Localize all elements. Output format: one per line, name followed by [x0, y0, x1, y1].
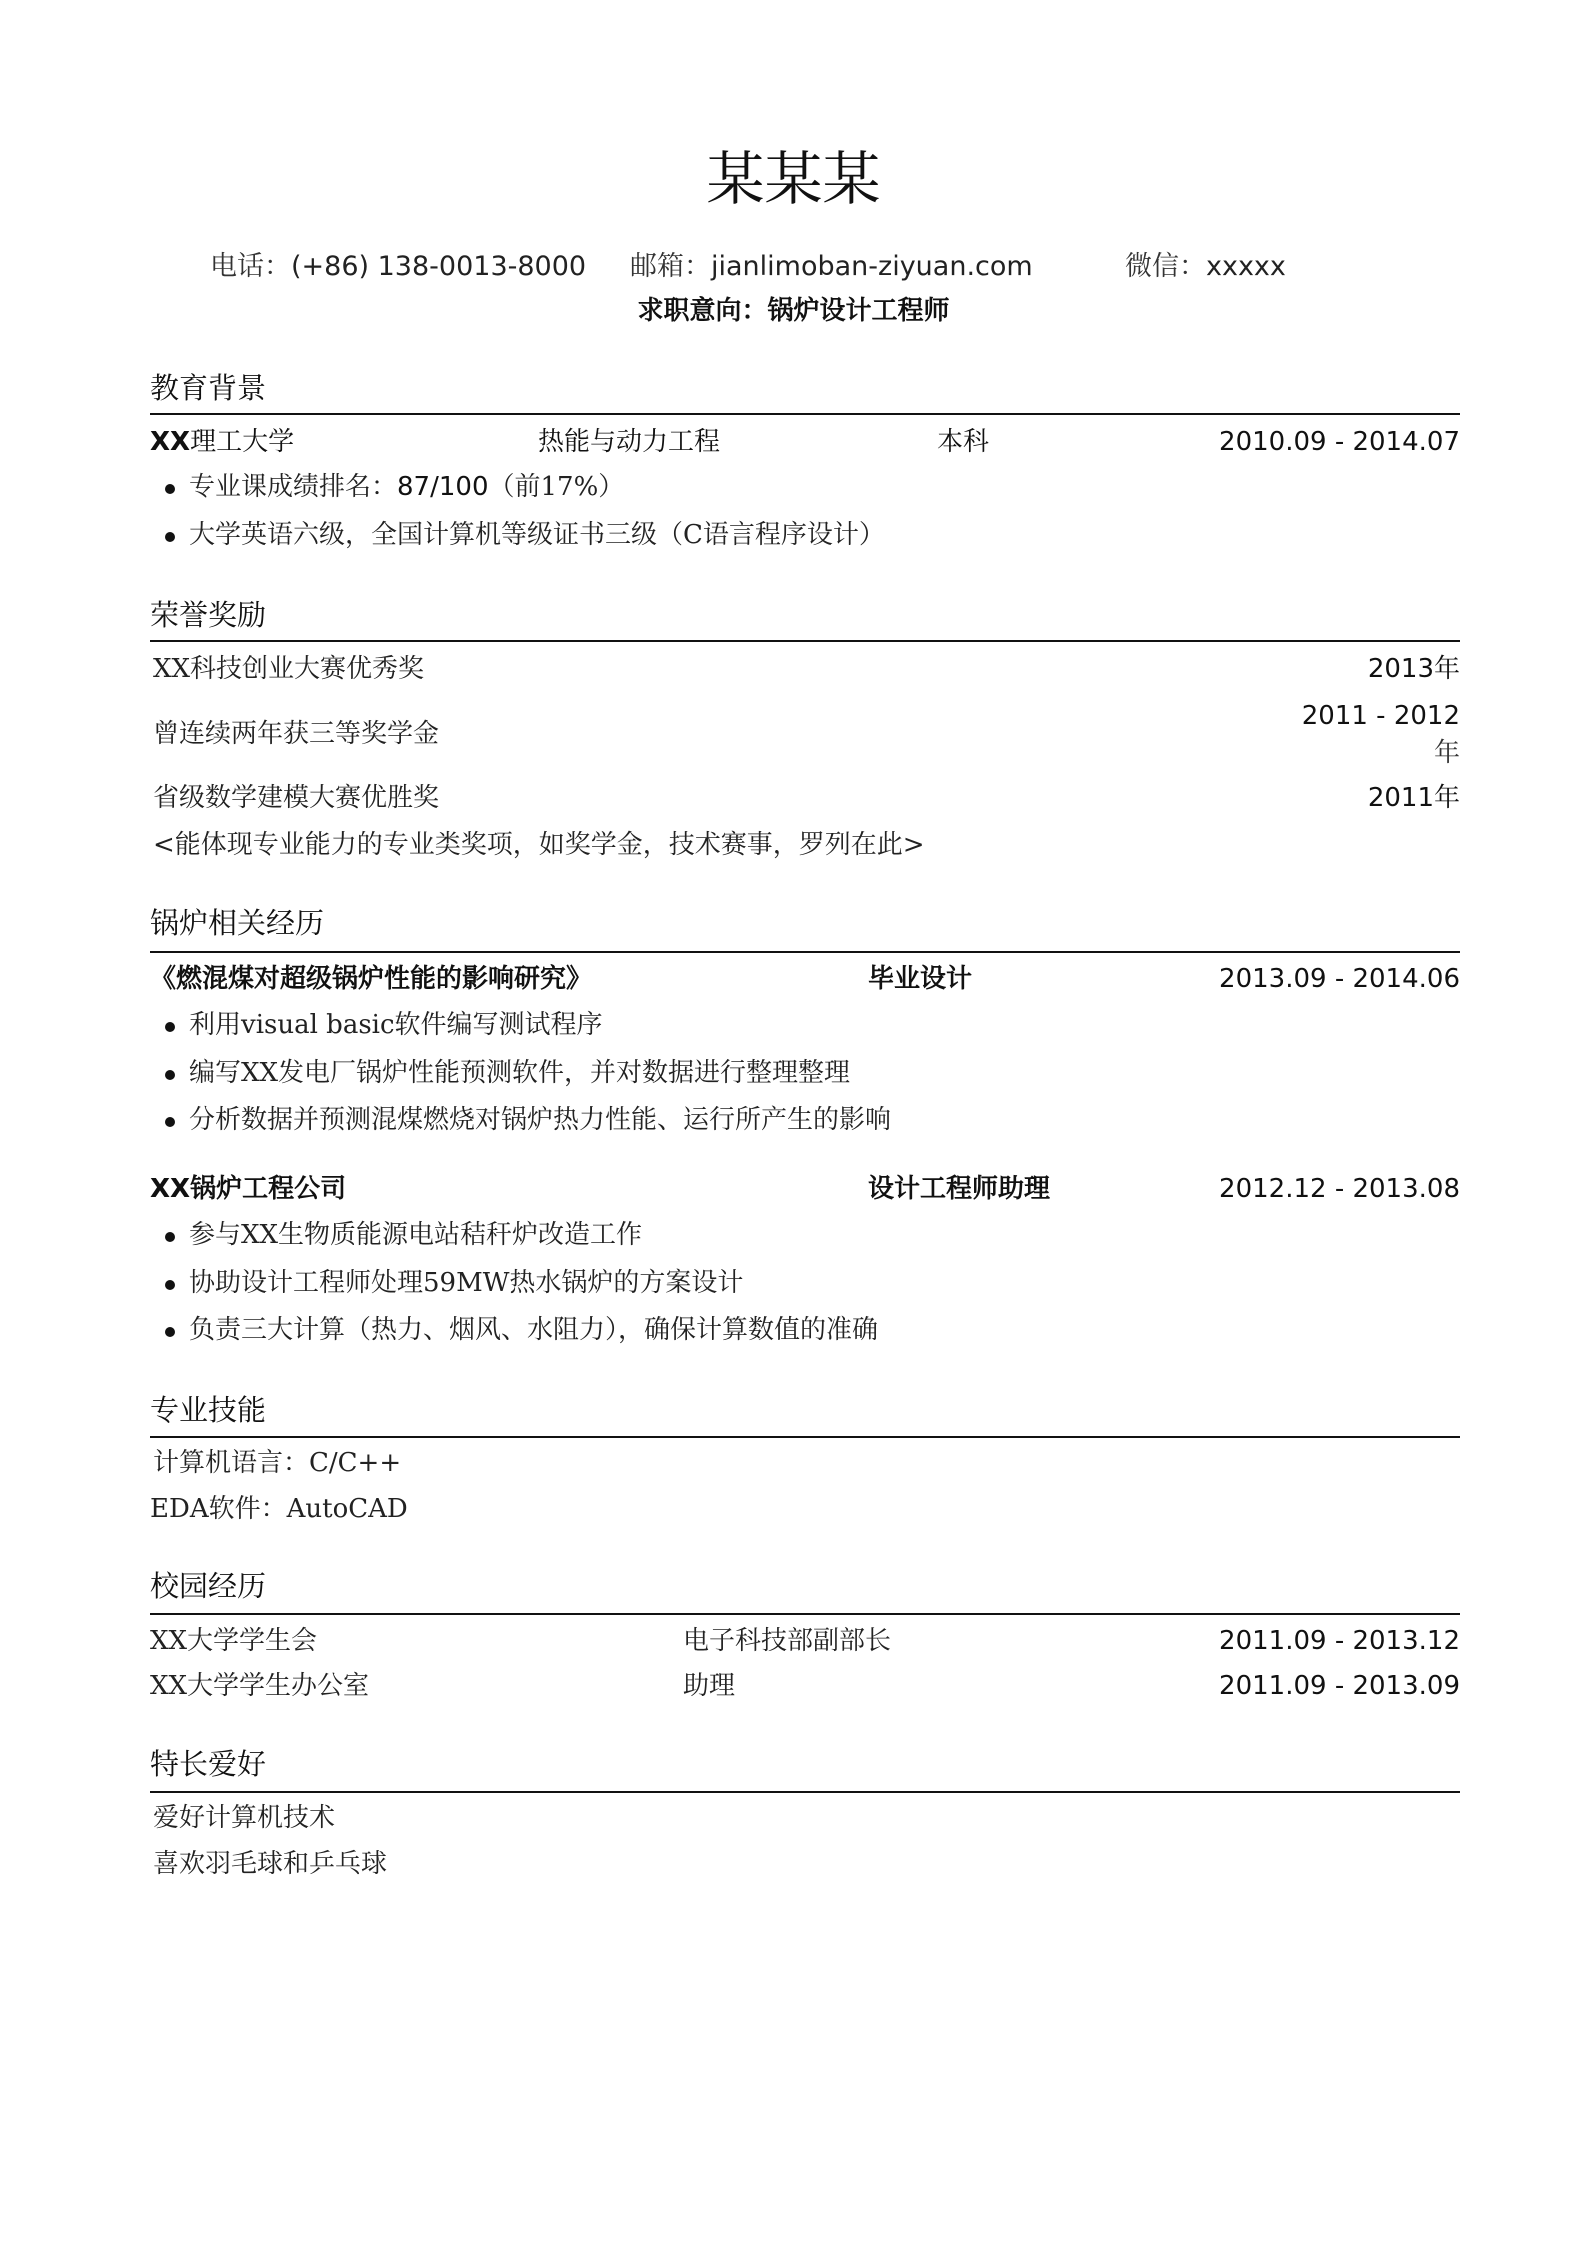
list-item: 协助设计工程师处理59MW热水锅炉的方案设计 — [165, 1264, 743, 1302]
section-title-education: 教育背景 — [150, 371, 267, 405]
experience-header-row — [150, 960, 1460, 998]
honor-date: 2011 - 2012 — [1301, 701, 1460, 731]
list-item: 利用visual basic软件编写测试程序 — [165, 1006, 603, 1044]
section-title-campus: 校园经历 — [150, 1569, 267, 1603]
school-name: XX理工大学 — [150, 427, 295, 457]
section-title-honors: 荣誉奖励 — [150, 598, 267, 632]
honor-date-suffix: 年 — [1433, 738, 1460, 768]
skill-item: EDA软件：AutoCAD — [150, 1494, 408, 1524]
wechat-value: xxxxx — [1206, 251, 1286, 282]
wechat-label: 微信： — [1125, 251, 1206, 282]
phone-value: (+86) 138-0013-8000 — [291, 251, 587, 282]
hobby-item: 爱好计算机技术 — [153, 1803, 336, 1833]
campus-row — [150, 1667, 1460, 1705]
honor-row — [150, 779, 1460, 817]
section-divider — [150, 640, 1460, 642]
section-divider — [150, 413, 1460, 415]
bullet-icon — [165, 484, 175, 494]
job-objective: 求职意向：锅炉设计工程师 — [637, 296, 950, 326]
bullet-icon — [165, 1327, 175, 1337]
bullet-icon — [165, 1070, 175, 1080]
phone-line — [210, 244, 586, 283]
phone-label: 电话： — [210, 251, 291, 282]
email-value: jianlimoban-ziyuan.com — [711, 251, 1033, 282]
campus-role: 助理 — [683, 1671, 736, 1701]
experience-period: 2013.09 - 2014.06 — [1219, 964, 1460, 994]
section-title-skills: 专业技能 — [150, 1393, 267, 1427]
hobby-row — [150, 1845, 1460, 1883]
experience-header-row — [150, 1170, 1460, 1208]
list-item: 分析数据并预测混煤燃烧对锅炉热力性能、运行所产生的影响 — [165, 1101, 891, 1139]
honor-note: <能体现专业能力的专业类奖项，如奖学金，技术赛事，罗列在此> — [153, 830, 925, 860]
experience-role: 设计工程师助理 — [868, 1174, 1051, 1204]
honor-note-row — [150, 826, 1460, 864]
list-item: 负责三大计算（热力、烟风、水阻力），确保计算数值的准确 — [165, 1311, 878, 1349]
campus-period: 2011.09 - 2013.12 — [1219, 1626, 1460, 1656]
hobby-item: 喜欢羽毛球和乒乓球 — [153, 1849, 388, 1879]
candidate-name: 某某某 — [706, 145, 881, 213]
honor-name: 省级数学建模大赛优胜奖 — [153, 783, 440, 813]
email-label: 邮箱： — [630, 251, 711, 282]
skill-item: 计算机语言：C/C++ — [153, 1448, 402, 1478]
honor-date: 2013年 — [1367, 654, 1460, 684]
hobby-row — [150, 1799, 1460, 1837]
section-title-boiler: 锅炉相关经历 — [150, 906, 325, 940]
campus-period: 2011.09 - 2013.09 — [1219, 1671, 1460, 1701]
email-line — [630, 244, 1033, 283]
honor-name: 曾连续两年获三等奖学金 — [153, 719, 440, 749]
campus-row — [150, 1622, 1460, 1660]
honor-row — [150, 650, 1460, 688]
section-divider — [150, 1791, 1460, 1793]
education-header-row — [150, 423, 1460, 461]
campus-org: XX大学学生会 — [150, 1626, 318, 1656]
experience-name: XX锅炉工程公司 — [150, 1174, 347, 1204]
section-divider — [150, 1436, 1460, 1438]
skill-row — [150, 1444, 1460, 1482]
bullet-icon — [165, 532, 175, 542]
honor-date-row — [150, 697, 1460, 735]
bullet-icon — [165, 1232, 175, 1242]
honor-name: XX科技创业大赛优秀奖 — [153, 654, 425, 684]
wechat-line — [1125, 244, 1286, 283]
list-item: 参与XX生物质能源电站秸秆炉改造工作 — [165, 1216, 642, 1254]
bullet-icon — [165, 1022, 175, 1032]
list-item: 专业课成绩排名：87/100（前17%） — [165, 468, 624, 506]
skill-row — [150, 1490, 1460, 1528]
experience-period: 2012.12 - 2013.08 — [1219, 1174, 1460, 1204]
education-period: 2010.09 - 2014.07 — [1219, 427, 1460, 457]
degree: 本科 — [937, 427, 990, 457]
honor-date: 2011年 — [1367, 783, 1460, 813]
experience-role: 毕业设计 — [868, 964, 973, 994]
campus-role: 电子科技部副部长 — [683, 1626, 892, 1656]
bullet-icon — [165, 1280, 175, 1290]
section-title-hobbies: 特长爱好 — [150, 1747, 267, 1781]
list-item: 编写XX发电厂锅炉性能预测软件，并对数据进行整理整理 — [165, 1054, 850, 1092]
section-divider — [150, 951, 1460, 953]
list-item: 大学英语六级，全国计算机等级证书三级（C语言程序设计） — [165, 516, 885, 554]
section-divider — [150, 1613, 1460, 1615]
experience-name: 《燃混煤对超级锅炉性能的影响研究》 — [150, 964, 593, 994]
major: 热能与动力工程 — [538, 427, 721, 457]
bullet-icon — [165, 1117, 175, 1127]
honor-date-row — [150, 734, 1460, 772]
campus-org: XX大学学生办公室 — [150, 1671, 370, 1701]
